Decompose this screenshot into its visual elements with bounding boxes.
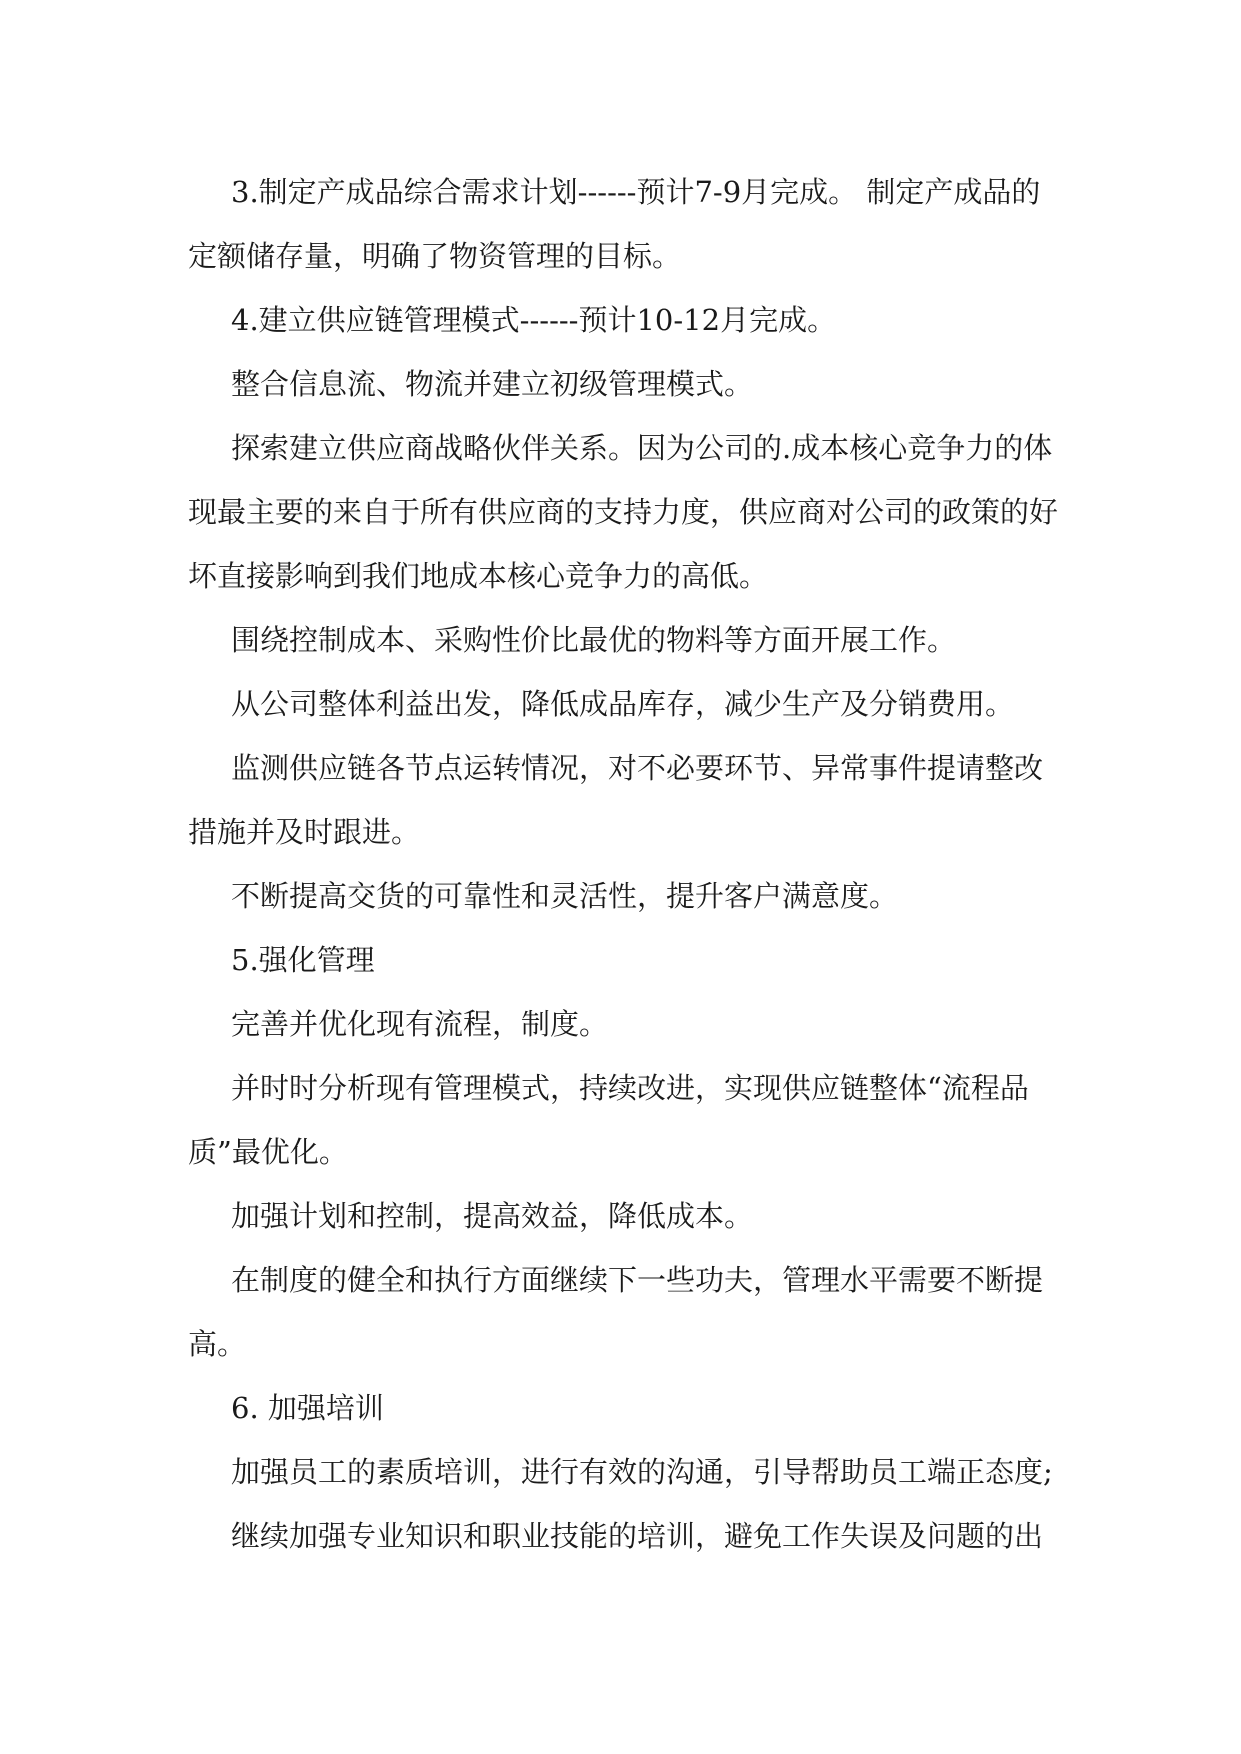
paragraph: 从公司整体利益出发，降低成品库存，减少生产及分销费用。	[231, 687, 1015, 721]
paragraph: 加强计划和控制，提高效益，降低成本。	[231, 1199, 754, 1233]
paragraph: 继续加强专业知识和职业技能的培训，避免工作失误及问题的出	[231, 1519, 1044, 1553]
section-heading: 6. 加强培训	[231, 1391, 384, 1425]
paragraph: 3.制定产成品综合需求计划------预计7-9月完成。 制定产成品的定额储存量，明确了物资管理的目标。	[188, 175, 1041, 273]
paragraph: 监测供应链各节点运转情况，对不必要环节、异常事件提请整改措施并及时跟进。	[188, 751, 1044, 849]
paragraph: 探索建立供应商战略伙伴关系。因为公司的.成本核心竞争力的体现最主要的来自于所有供应商的支持力度，供应商对公司的政策的好坏直接影响到我们地成本核心竞争力的高低。	[188, 431, 1059, 593]
paragraph: 并时时分析现有管理模式，持续改进，实现供应链整体“流程品质”最优化。	[188, 1071, 1029, 1169]
paragraph: 不断提高交货的可靠性和灵活性，提升客户满意度。	[231, 879, 899, 913]
paragraph: 整合信息流、物流并建立初级管理模式。	[231, 367, 754, 401]
paragraph: 完善并优化现有流程，制度。	[231, 1007, 609, 1041]
paragraph: 4.建立供应链管理模式------预计10-12月完成。	[231, 303, 837, 337]
paragraph: 加强员工的素质培训，进行有效的沟通，引导帮助员工端正态度;	[231, 1455, 1053, 1489]
document-body	[188, 160, 1064, 1568]
paragraph: 在制度的健全和执行方面继续下一些功夫，管理水平需要不断提高。	[188, 1263, 1044, 1361]
section-heading: 5.强化管理	[231, 943, 375, 977]
paragraph: 围绕控制成本、采购性价比最优的物料等方面开展工作。	[231, 623, 957, 657]
